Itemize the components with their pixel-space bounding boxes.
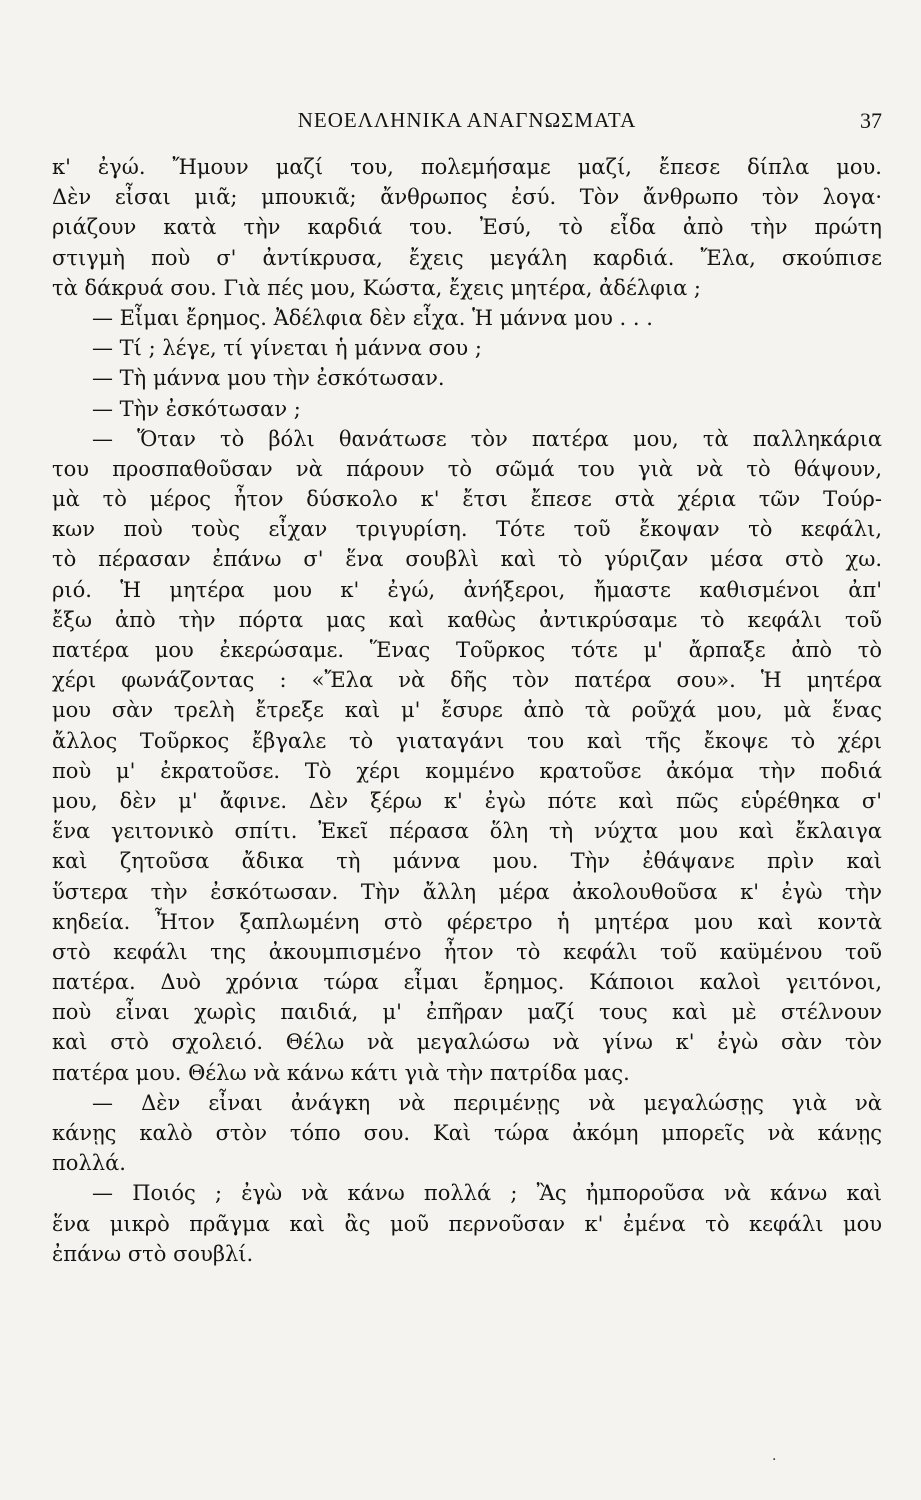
dialogue-line: — Ὅταν τὸ βόλι θανάτωσε τὸν πατέρα μου, τὰ παλληκάρια [92, 426, 882, 451]
dialogue-line: — Ποιός ; ἐγὼ νὰ κάνω πολλά ; Ἂς ἠμποροῦσα νὰ κάνω καὶ [92, 1181, 882, 1206]
text-line: μὰ τὸ μέρος ἦτον δύσκολο κ' ἔτσι ἔπεσε στὰ χέρια τῶν Τούρ- [52, 487, 882, 512]
running-title: ΝΕΟΕΛΛΗΝΙΚΑ ΑΝΑΓΝΩΣΜΑΤΑ [297, 108, 637, 132]
dialogue-line: — Τὴν ἐσκότωσαν ; [92, 396, 301, 421]
text-line: ριό. Ἡ μητέρα μου κ' ἐγώ, ἀνήξεροι, ἤμαστε καθισμένοι ἀπ' [52, 577, 882, 602]
text-line: ριάζουν κατὰ τὴν καρδιά του. Ἐσύ, τὸ εἶδα ἀπὸ τὴν πρώτη [52, 215, 882, 240]
text-line: τὰ δάκρυά σου. Γιὰ πές μου, Κώστα, ἔχεις μητέρα, ἀδέλφια ; [52, 275, 702, 300]
text-line: κων ποὺ τοὺς εἶχαν τριγυρίση. Τότε τοῦ ἔκοψαν τὸ κεφάλι, [52, 517, 882, 542]
text-line: χέρι φωνάζοντας : «Ἔλα νὰ δῆς τὸν πατέρα σου». Ἡ μητέρα [52, 668, 882, 693]
text-line: πατέρα. Δυὸ χρόνια τώρα εἶμαι ἔρημος. Κάποιοι καλοὶ γειτόνοι, [52, 970, 882, 995]
text-line: ποὺ εἶναι χωρὶς παιδιά, μ' ἐπῆραν μαζί τους καὶ μὲ στέλνουν [52, 1000, 882, 1025]
text-line: καὶ στὸ σχολειό. Θέλω νὰ μεγαλώσω νὰ γίνω κ' ἐγὼ σὰν τὸν [52, 1030, 882, 1055]
text-line: κ' ἐγώ. Ἤμουν μαζί του, πολεμήσαμε μαζί, ἔπεσε δίπλα μου. [52, 155, 882, 179]
dialogue-line: — Τί ; λέγε, τί γίνεται ἡ μάννα σου ; [92, 336, 482, 361]
text-line: κηδεία. Ἦτον ξαπλωμένη στὸ φέρετρο ἡ μητέρα μου καὶ κοντὰ [52, 909, 882, 934]
dialogue-line: — Δὲν εἶναι ἀνάγκη νὰ περιμένῃς νὰ μεγαλώσῃς γιὰ νὰ [92, 1090, 882, 1115]
text-line: Δὲν εἶσαι μιᾶ; μπουκιᾶ; ἄνθρωπος ἐσύ. Τὸν ἄνθρωπο τὸν λογα· [52, 185, 882, 210]
text-line: στὸ κεφάλι της ἀκουμπισμένο ἦτον τὸ κεφάλι τοῦ καϋμένου τοῦ [52, 939, 882, 964]
text-line: στιγμὴ ποὺ σ' ἀντίκρυσα, ἔχεις μεγάλη καρδιά. Ἔλα, σκούπισε [52, 245, 882, 270]
text-line: του προσπαθοῦσαν νὰ πάρουν τὸ σῶμά του γιὰ νὰ τὸ θάψουν, [52, 456, 882, 481]
page-number: 37 [860, 108, 882, 133]
text-line: πατέρα μου ἐκερώσαμε. Ἕνας Τοῦρκος τότε μ' ἄρπαξε ἀπὸ τὸ [52, 638, 882, 662]
page-body [52, 152, 882, 1269]
page-header [52, 108, 882, 140]
text-line: τὸ πέρασαν ἐπάνω σ' ἕνα σουβλὶ καὶ τὸ γύριζαν μέσα στὸ χω. [52, 547, 882, 572]
ink-speck: · [772, 1452, 777, 1468]
text-line: ποὺ μ' ἐκρατοῦσε. Τὸ χέρι κομμένο κρατοῦσε ἀκόμα τὴν ποδιά [52, 758, 882, 783]
dialogue-line: — Τὴ μάννα μου τὴν ἐσκότωσαν. [92, 366, 445, 391]
text-line: πατέρα μου. Θέλω νὰ κάνω κάτι γιὰ τὴν πατρίδα μας. [52, 1060, 630, 1085]
text-line: πολλά. [52, 1151, 126, 1176]
text-line: μου σὰν τρελὴ ἔτρεξε καὶ μ' ἔσυρε ἀπὸ τὰ ροῦχά μου, μὰ ἕνας [52, 698, 882, 723]
text-line: καὶ ζητοῦσα ἄδικα τὴ μάννα μου. Τὴν ἐθάψανε πρὶν καὶ [52, 849, 882, 874]
text-line: ἔξω ἀπὸ τὴν πόρτα μας καὶ καθὼς ἀντικρύσαμε τὸ κεφάλι τοῦ [52, 607, 882, 632]
text-line: ἕνα γειτονικὸ σπίτι. Ἐκεῖ πέρασα ὅλη τὴ νύχτα μου καὶ ἔκλαιγα [52, 819, 882, 844]
text-line: ἕνα μικρὸ πρᾶγμα καὶ ἂς μοῦ περνοῦσαν κ' ἐμένα τὸ κεφάλι μου [52, 1211, 882, 1236]
text-line: ἐπάνω στὸ σουβλί. [52, 1241, 254, 1266]
text-line: ὕστερα τὴν ἐσκότωσαν. Τὴν ἄλλη μέρα ἀκολουθοῦσα κ' ἐγὼ τὴν [52, 879, 882, 904]
text-line: ἄλλος Τοῦρκος ἔβγαλε τὸ γιαταγάνι του καὶ τῆς ἔκοψε τὸ χέρι [52, 728, 882, 753]
text-line: μου, δὲν μ' ἄφινε. Δὲν ξέρω κ' ἐγὼ πότε καὶ πῶς εὑρέθηκα σ' [52, 788, 882, 813]
dialogue-line: — Εἶμαι ἔρημος. Ἀδέλφια δὲν εἶχα. Ἡ μάννα μου . . . [92, 305, 653, 330]
text-line: κάνῃς καλὸ στὸν τόπο σου. Καὶ τώρα ἀκόμη μπορεῖς νὰ κάνῃς [52, 1121, 882, 1145]
